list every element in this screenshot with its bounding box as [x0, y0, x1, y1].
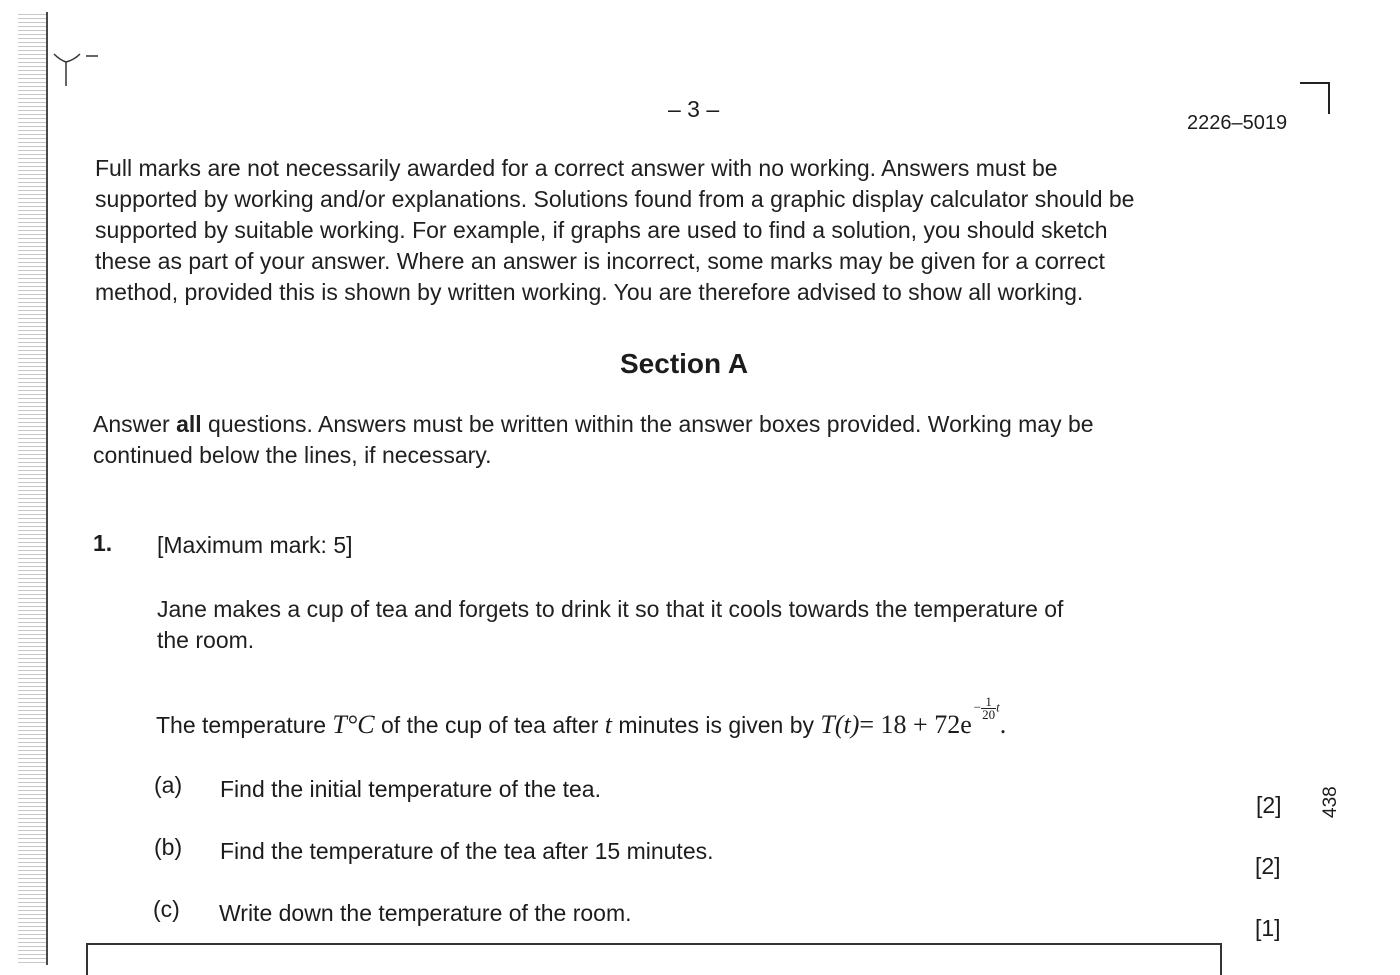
formula-exponent: − $\frac{1}{20}$ t — [973, 693, 1000, 722]
general-instructions — [95, 153, 1275, 308]
instruction-line: these as part of your answer. Where an answer is incorrect, some marks may be given for a correct — [95, 248, 1105, 274]
instruction-line: method, provided this is shown by written working. You are therefore advised to show all working. — [95, 279, 1084, 305]
part-b-mark: [2] — [1255, 853, 1281, 879]
part-a-label: (a) — [154, 772, 183, 798]
part-a-text: Find the initial temperature of the tea. — [220, 776, 601, 802]
instruction-line: Full marks are not necessarily awarded for a correct answer with no working. Answers must be — [95, 155, 1058, 181]
emphasis-all: all — [176, 411, 202, 437]
section-instruction-line-2: continued below the lines, if necessary. — [93, 442, 492, 468]
stem-line: Jane makes a cup of tea and forgets to drink it so that it cools towards the temperature of — [157, 596, 1064, 622]
binding-edge — [18, 14, 46, 965]
temperature-definition: The temperature T°C of the cup of tea after t minutes is given by T(t)= 18 + 72e− $\frac{1}{20}$ t. — [156, 693, 1007, 739]
part-a-mark: [2] — [1256, 792, 1282, 818]
part-c-text: Write down the temperature of the room. — [219, 900, 632, 926]
instruction-line: supported by working and/or explanations. Solutions found from a graphic display calculator should be — [95, 186, 1135, 212]
part-b-text: Find the temperature of the tea after 15 minutes. — [220, 838, 714, 864]
time-variable: t — [604, 710, 613, 739]
answer-box[interactable] — [86, 943, 1222, 975]
temperature-formula: T(t)= 18 + 72e — [820, 710, 972, 739]
section-instruction-line-1: Answer all questions. Answers must be written within the answer boxes provided. Working may be — [93, 411, 1094, 437]
section-title: Section A — [620, 348, 749, 379]
page-number: – 3 – — [668, 96, 720, 122]
crop-mark-top-right — [1298, 80, 1334, 116]
question-max-mark: [Maximum mark: 5] — [157, 532, 353, 558]
stem-line: the room. — [157, 627, 255, 653]
part-c-label: (c) — [153, 896, 180, 922]
document-code: 2226–5019 — [1187, 112, 1288, 134]
part-c-mark: [1] — [1255, 915, 1281, 941]
section-instructions — [93, 409, 1233, 471]
temperature-variable: T°C — [332, 710, 375, 739]
instruction-line: supported by suitable working. For example, if graphs are used to find a solution, you should sketch — [95, 217, 1108, 243]
question-stem — [157, 594, 1197, 656]
crop-mark-top-left — [52, 50, 102, 90]
binding-line — [46, 12, 48, 965]
side-code: 438 — [1320, 786, 1341, 818]
part-b-label: (b) — [154, 834, 183, 860]
question-number: 1. — [93, 530, 113, 556]
